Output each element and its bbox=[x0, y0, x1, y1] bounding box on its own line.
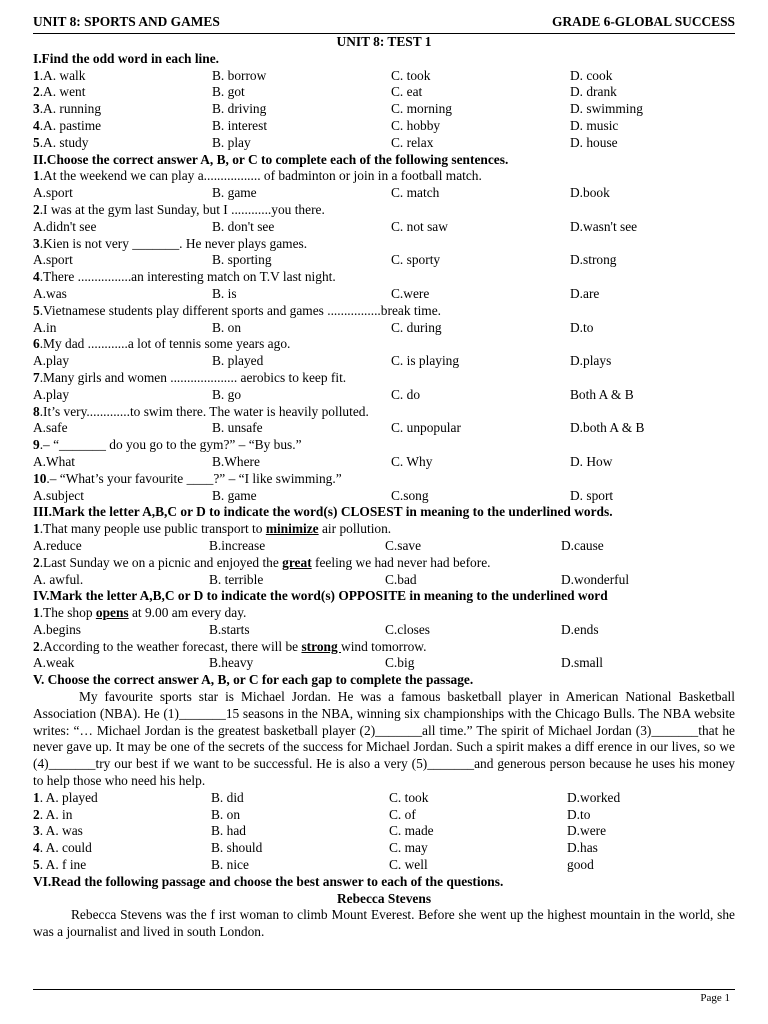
answer-options bbox=[33, 353, 735, 370]
option-a bbox=[33, 790, 211, 807]
option-a-text: .A. running bbox=[39, 101, 102, 117]
option-b: B. had bbox=[211, 823, 246, 839]
option-d: D.are bbox=[570, 285, 600, 301]
option-c: C. eat bbox=[391, 84, 423, 100]
gap-options-row bbox=[33, 790, 735, 807]
section-5-heading: V. Choose the correct answer A, B, or C for each gap to complete the passage. bbox=[33, 672, 474, 688]
answer-options bbox=[33, 219, 735, 236]
option-b: B. on bbox=[212, 319, 242, 335]
gap-options-row bbox=[33, 857, 735, 874]
section-2-questions bbox=[33, 168, 735, 504]
option-d: D.to bbox=[567, 806, 591, 822]
option-d: Both A & B bbox=[570, 386, 634, 402]
item-number: 4 bbox=[33, 117, 40, 133]
gap-number: 1 bbox=[33, 789, 40, 805]
question bbox=[33, 303, 735, 320]
option-c: C. took bbox=[391, 67, 431, 83]
option-a: A.in bbox=[33, 319, 57, 335]
answer-options bbox=[33, 454, 735, 471]
gap-options-row bbox=[33, 840, 735, 857]
option-a-text: . A. could bbox=[39, 840, 92, 856]
option-b: B. go bbox=[212, 386, 242, 402]
worksheet-page bbox=[33, 14, 735, 941]
footer-rule bbox=[33, 989, 735, 990]
option-a bbox=[33, 118, 212, 135]
section-5-rows bbox=[33, 790, 735, 874]
gap-number: 3 bbox=[33, 823, 40, 839]
section-4-options-2: A.weak B.heavy C.big D.small bbox=[33, 655, 604, 671]
option-a: A.safe bbox=[33, 420, 68, 436]
question bbox=[33, 168, 735, 185]
question-text: .Vietnamese students play different sports and games ................break time. bbox=[39, 302, 442, 318]
option-c: C. sporty bbox=[391, 252, 441, 268]
section-6-subtitle: Rebecca Stevens bbox=[336, 890, 432, 906]
option-d: D. drank bbox=[570, 84, 617, 100]
question-text: .It’s very.............to swim there. The water is heavily polluted. bbox=[39, 403, 369, 419]
question-number: 9 bbox=[33, 437, 40, 453]
option-b: B. driving bbox=[212, 101, 267, 117]
question bbox=[33, 404, 735, 421]
question bbox=[33, 471, 735, 488]
answer-options bbox=[33, 185, 735, 202]
option-a: A.sport bbox=[33, 185, 73, 201]
option-a-text: .A. study bbox=[39, 134, 89, 150]
option-a bbox=[33, 84, 212, 101]
question-text: .Kien is not very _______. He never plays games. bbox=[39, 235, 308, 251]
section-3-heading: III.Mark the letter A,B,C or D to indicate the word(s) CLOSEST in meaning to the underlined words. bbox=[33, 504, 613, 520]
option-d: D. How bbox=[570, 453, 613, 469]
odd-word-row bbox=[33, 135, 735, 152]
option-a-text: . A. in bbox=[39, 806, 73, 822]
item-number: 5 bbox=[33, 134, 40, 150]
section-1-rows bbox=[33, 68, 735, 152]
option-a bbox=[33, 101, 212, 118]
question-number: 10 bbox=[33, 470, 47, 486]
section-6-passage: Rebecca Stevens was the f irst woman to climb Mount Everest. Before she went up the highest mountain in the world, she was a journalist and lived in south London. bbox=[33, 907, 735, 940]
odd-word-row bbox=[33, 118, 735, 135]
option-a-text: . A. played bbox=[39, 789, 98, 805]
option-c: C. do bbox=[391, 386, 421, 402]
option-d: D.strong bbox=[570, 252, 617, 268]
section-4-question-2: 2.According to the weather forecast, there will be strong wind tomorrow. bbox=[33, 638, 427, 654]
option-c: C. match bbox=[391, 185, 440, 201]
option-c: C. Why bbox=[391, 453, 433, 469]
option-c: C. morning bbox=[391, 101, 453, 117]
option-b: B. played bbox=[212, 353, 264, 369]
section-6-heading: VI.Read the following passage and choose the best answer to each of the questions. bbox=[33, 873, 504, 889]
option-a bbox=[33, 68, 212, 85]
odd-word-row bbox=[33, 68, 735, 85]
question-text: .There ................an interesting match on T.V last night. bbox=[39, 269, 336, 285]
option-a bbox=[33, 840, 211, 857]
option-b: B. sporting bbox=[212, 252, 272, 268]
option-a: A.didn't see bbox=[33, 218, 97, 234]
option-a bbox=[33, 857, 211, 874]
option-a-text: .A. pastime bbox=[39, 117, 102, 133]
option-a-text: .A. went bbox=[39, 84, 86, 100]
option-c: C. unpopular bbox=[391, 420, 461, 436]
question-number: 8 bbox=[33, 403, 40, 419]
item-number: 1 bbox=[33, 67, 40, 83]
question-number: 1 bbox=[33, 168, 40, 184]
option-b: B. unsafe bbox=[212, 420, 263, 436]
option-c: C. relax bbox=[391, 134, 434, 150]
option-c: C. well bbox=[389, 857, 428, 873]
question-number: 6 bbox=[33, 336, 40, 352]
option-c: C.were bbox=[391, 285, 430, 301]
section-3-options-2: A. awful. B. terrible C.bad D.wonderful bbox=[33, 571, 630, 587]
option-c: C. during bbox=[391, 319, 442, 335]
option-d: D. cook bbox=[570, 67, 613, 83]
question bbox=[33, 236, 735, 253]
answer-options bbox=[33, 320, 735, 337]
option-b: B. should bbox=[211, 840, 263, 856]
section-3-options-1: A.reduce B.increase C.save D.cause bbox=[33, 537, 604, 553]
option-b: B.Where bbox=[212, 453, 260, 469]
option-d: D.worked bbox=[567, 789, 621, 805]
option-d: D.book bbox=[570, 185, 610, 201]
gap-options-row bbox=[33, 807, 735, 824]
section-4-options-1: A.begins B.starts C.closes D.ends bbox=[33, 621, 599, 637]
option-d: D.to bbox=[570, 319, 594, 335]
answer-options bbox=[33, 252, 735, 269]
option-a: A.What bbox=[33, 453, 76, 469]
question-text: .Many girls and women .................... aerobics to keep fit. bbox=[39, 369, 347, 385]
option-c: C. made bbox=[389, 823, 434, 839]
odd-word-row bbox=[33, 84, 735, 101]
question-text: .– “_______ do you go to the gym?” – “By bus.” bbox=[39, 437, 302, 453]
option-c: C. of bbox=[389, 806, 416, 822]
header-grade: GRADE 6-GLOBAL SUCCESS bbox=[551, 14, 735, 29]
option-c: C. may bbox=[389, 840, 428, 856]
option-a: A.subject bbox=[33, 487, 84, 503]
page-header bbox=[33, 14, 735, 34]
option-b: B. got bbox=[212, 84, 245, 100]
option-a: A.sport bbox=[33, 252, 73, 268]
option-c: C. hobby bbox=[391, 117, 441, 133]
question-number: 2 bbox=[33, 201, 40, 217]
question-text: .At the weekend we can play a................. of badminton or join in a football match. bbox=[39, 168, 482, 184]
option-a bbox=[33, 823, 211, 840]
option-a bbox=[33, 807, 211, 824]
question bbox=[33, 269, 735, 286]
option-d: D. music bbox=[570, 117, 619, 133]
option-a bbox=[33, 135, 212, 152]
question-text: .My dad ............a lot of tennis some years ago. bbox=[39, 336, 291, 352]
page-number: Page 1 bbox=[700, 992, 730, 1004]
gap-options-row bbox=[33, 823, 735, 840]
option-a-text: . A. f ine bbox=[39, 857, 87, 873]
option-b: B. interest bbox=[212, 117, 268, 133]
option-d: good bbox=[567, 857, 594, 873]
answer-options bbox=[33, 420, 735, 437]
option-a-text: . A. was bbox=[39, 823, 83, 839]
section-1-heading: I.Find the odd word in each line. bbox=[33, 50, 220, 66]
option-d: D. swimming bbox=[570, 101, 643, 117]
section-4-question-1: 1.The shop opens at 9.00 am every day. bbox=[33, 605, 247, 621]
answer-options bbox=[33, 286, 735, 303]
option-d: D.wasn't see bbox=[570, 218, 638, 234]
section-5-passage: My favourite sports star is Michael Jordan. He was a famous basketball player in American National Basketball Association (NBA). He (1)_______15 seasons in the NBA, winning six championships with the Chicago Bulls. The NBA website writes: “… Michael Jordan is the greatest basketball player (2)_______all time.” The spirit of Michael Jordan (3)_______that he never gave up. It may be one of the secrets of the success for Michael Jordan. Such a spirit makes a diff erence in our lives, so we (4)_______try our best if we want to be successful. He is also a very (5)_______and generous person because he uses his money to help those who need his help. bbox=[33, 689, 735, 789]
odd-word-row bbox=[33, 101, 735, 118]
question-text: .– “What’s your favourite ____?” – “I like swimming.” bbox=[46, 470, 342, 486]
question bbox=[33, 202, 735, 219]
question-number: 4 bbox=[33, 269, 40, 285]
question-text: .I was at the gym last Sunday, but I ............you there. bbox=[39, 201, 325, 217]
option-b: B. did bbox=[211, 789, 244, 805]
section-2-heading: II.Choose the correct answer A, B, or C to complete each of the following sentences. bbox=[33, 151, 509, 167]
option-d: D. sport bbox=[570, 487, 614, 503]
section-4-heading: IV.Mark the letter A,B,C or D to indicate the word(s) OPPOSITE in meaning to the underlined word bbox=[33, 588, 608, 604]
option-c: C. took bbox=[389, 789, 429, 805]
option-a-text: .A. walk bbox=[39, 67, 86, 83]
option-a: A.play bbox=[33, 353, 70, 369]
test-title: UNIT 8: TEST 1 bbox=[336, 34, 432, 49]
option-d: D. house bbox=[570, 134, 618, 150]
section-3-question-1: 1.That many people use public transport to minimize air pollution. bbox=[33, 521, 392, 537]
option-b: B. game bbox=[212, 487, 257, 503]
item-number: 3 bbox=[33, 101, 40, 117]
question bbox=[33, 370, 735, 387]
question-number: 3 bbox=[33, 235, 40, 251]
gap-number: 2 bbox=[33, 806, 40, 822]
answer-options bbox=[33, 488, 735, 505]
option-b: B. nice bbox=[211, 857, 249, 873]
answer-options bbox=[33, 387, 735, 404]
option-d: D.both A & B bbox=[570, 420, 645, 436]
option-b: B. is bbox=[212, 285, 237, 301]
option-b: B. game bbox=[212, 185, 257, 201]
option-b: B. borrow bbox=[212, 67, 267, 83]
option-d: D.plays bbox=[570, 353, 612, 369]
option-c: C.song bbox=[391, 487, 429, 503]
section-3-question-2: 2.Last Sunday we on a picnic and enjoyed the great feeling we had never had before. bbox=[33, 554, 491, 570]
option-a: A.was bbox=[33, 285, 67, 301]
option-c: C. not saw bbox=[391, 218, 448, 234]
item-number: 2 bbox=[33, 84, 40, 100]
option-b: B. play bbox=[212, 134, 251, 150]
header-unit: UNIT 8: SPORTS AND GAMES bbox=[33, 14, 220, 29]
option-a: A.play bbox=[33, 386, 70, 402]
question bbox=[33, 336, 735, 353]
question bbox=[33, 437, 735, 454]
gap-number: 4 bbox=[33, 840, 40, 856]
option-c: C. is playing bbox=[391, 353, 460, 369]
option-b: B. on bbox=[211, 806, 241, 822]
question-number: 7 bbox=[33, 369, 40, 385]
question-number: 5 bbox=[33, 302, 40, 318]
option-d: D.were bbox=[567, 823, 607, 839]
gap-number: 5 bbox=[33, 857, 40, 873]
option-b: B. don't see bbox=[212, 218, 275, 234]
option-d: D.has bbox=[567, 840, 598, 856]
